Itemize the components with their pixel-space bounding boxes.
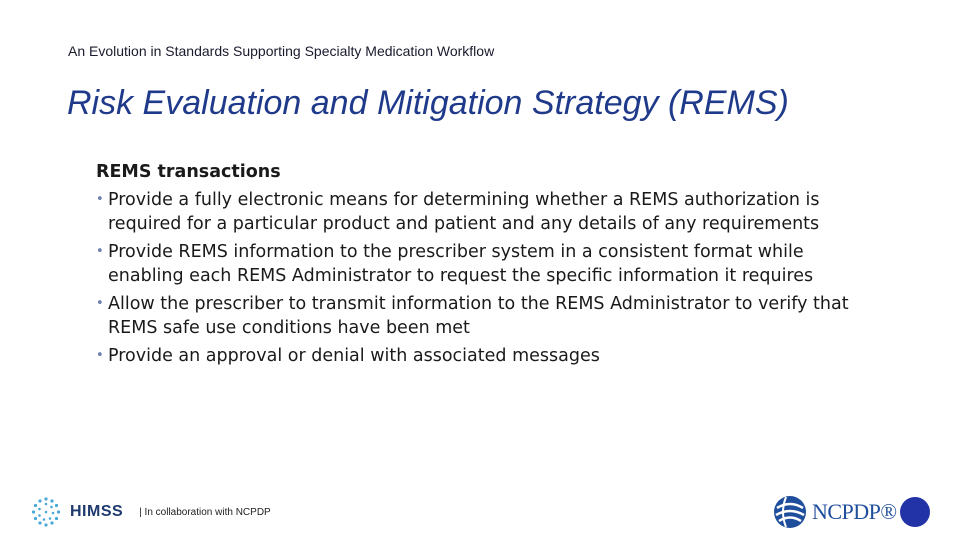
slide-title: Risk Evaluation and Mitigation Strategy (REMS) xyxy=(67,84,789,122)
bullet-list xyxy=(96,188,856,368)
ncpdp-label: NCPDP® xyxy=(812,499,897,524)
himss-label: HIMSS xyxy=(70,503,124,520)
himss-logo-icon xyxy=(30,496,62,528)
bullet-marker: • xyxy=(96,192,104,207)
section-heading: REMS transactions xyxy=(96,162,281,182)
slide-subtitle: An Evolution in Standards Supporting Specialty Medication Workflow xyxy=(68,43,495,59)
bullet-item xyxy=(96,188,856,236)
bullet-text: Provide an approval or denial with associated messages xyxy=(108,346,600,366)
bullet-marker: • xyxy=(96,348,104,363)
bullet-item xyxy=(96,240,856,288)
ncpdp-logo xyxy=(772,492,897,532)
slide-content xyxy=(96,160,856,368)
himss-footer xyxy=(30,496,271,528)
bullet-text: Allow the prescriber to transmit information to the REMS Administrator to verify that REMS safe use conditions have been met xyxy=(108,294,849,338)
bullet-item xyxy=(96,292,856,340)
bullet-text: Provide REMS information to the prescriber system in a consistent format while enabling each REMS Administrator to request the specific information it requires xyxy=(108,242,814,286)
bullet-item xyxy=(96,344,856,368)
collaboration-text: | In collaboration with NCPDP xyxy=(139,506,271,518)
slide-dot-icon xyxy=(900,497,930,527)
ncpdp-globe-icon xyxy=(772,494,808,530)
bullet-text: Provide a fully electronic means for determining whether a REMS authorization is required for a particular product and patient and any details of any requirements xyxy=(108,190,820,234)
bullet-marker: • xyxy=(96,296,104,311)
bullet-marker: • xyxy=(96,244,104,259)
